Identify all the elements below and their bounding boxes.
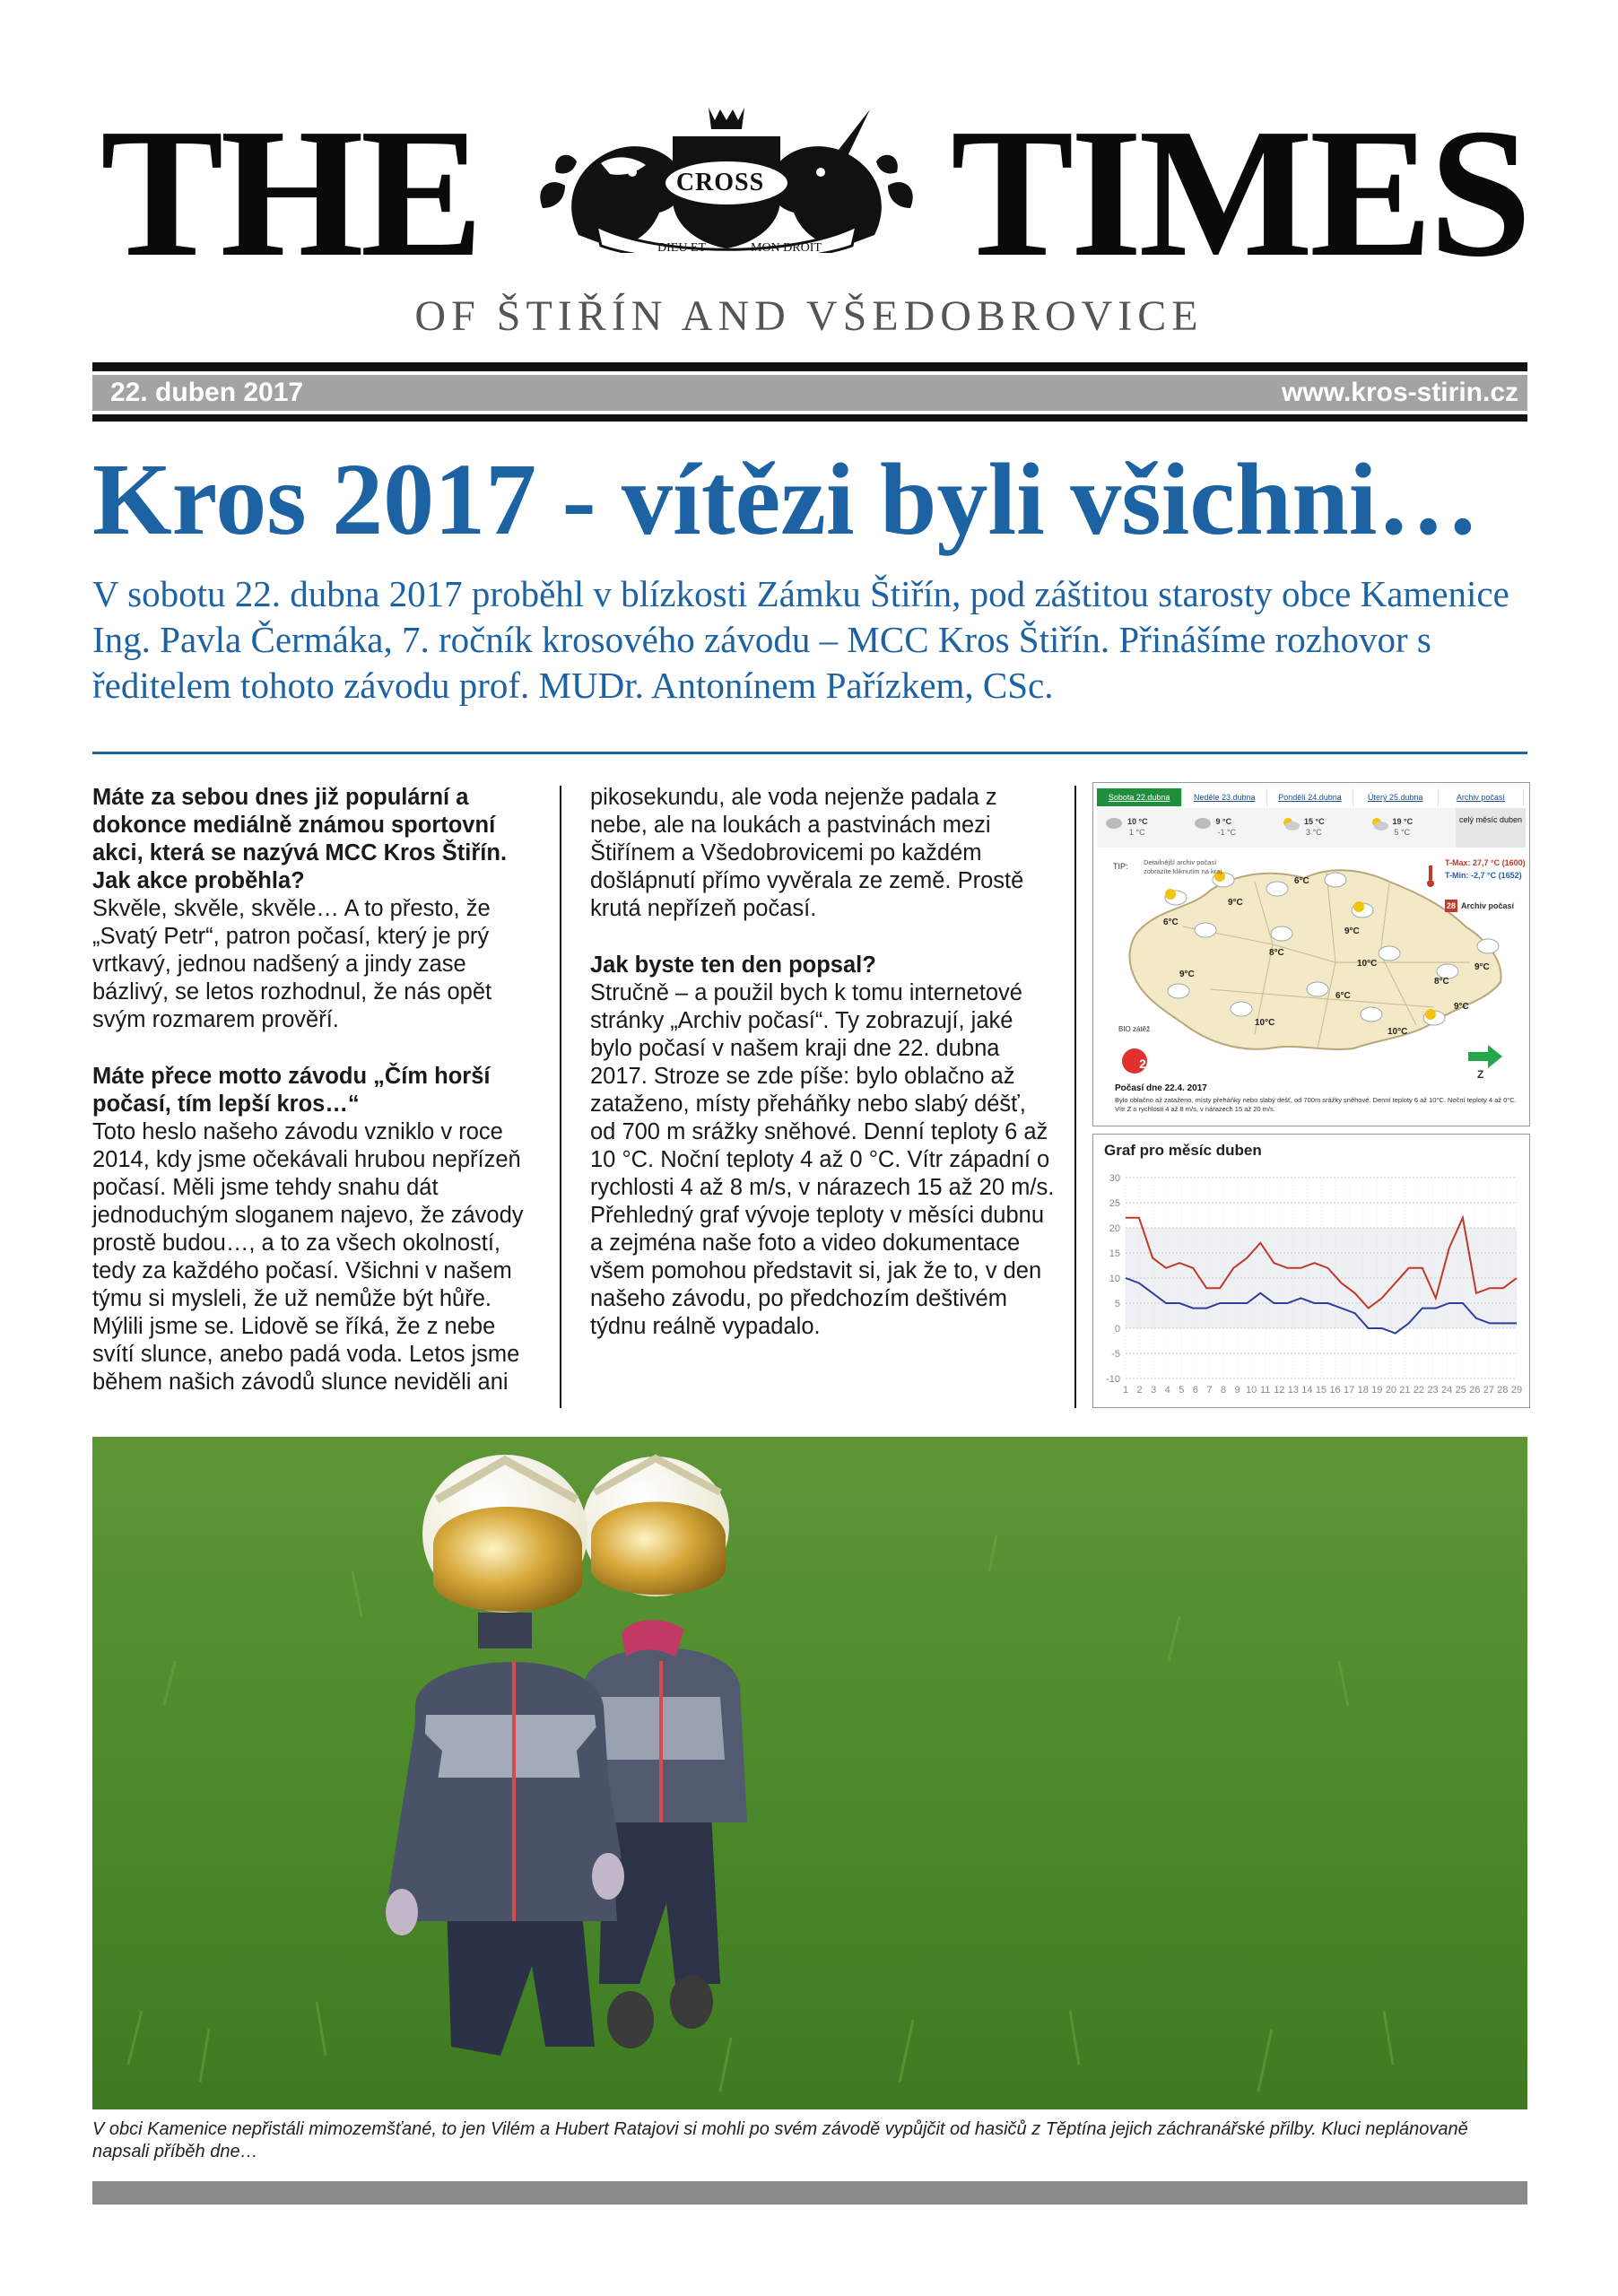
map-temp: 6°C — [1294, 876, 1309, 886]
bio-value: 2 — [1139, 1057, 1146, 1071]
x-tick-label: 24 — [1441, 1385, 1453, 1396]
x-tick-label: 12 — [1274, 1385, 1285, 1396]
x-tick-label: 20 — [1385, 1385, 1396, 1396]
cloud-rain-icon — [1104, 817, 1124, 831]
wind-arrow-icon — [1468, 1045, 1502, 1068]
x-tick-label: 10 — [1246, 1385, 1257, 1396]
masthead-the: THE — [100, 90, 481, 295]
map-temp: 6°C — [1335, 991, 1351, 1001]
y-tick-label: 0 — [1114, 1324, 1120, 1335]
x-tick-label: 18 — [1357, 1385, 1369, 1396]
crest-motto-left: DIEU ET — [657, 241, 707, 253]
x-tick-label: 21 — [1399, 1385, 1411, 1396]
x-tick-label: 13 — [1287, 1385, 1299, 1396]
map-temp: 9°C — [1474, 962, 1490, 972]
x-tick-label: 29 — [1510, 1385, 1523, 1396]
lead-divider — [92, 752, 1527, 754]
y-tick-label: 15 — [1109, 1248, 1120, 1259]
forecast-day: 9 °C -1 °C — [1186, 808, 1274, 848]
footer-bar — [92, 2181, 1527, 2205]
crest-label: CROSS — [675, 169, 765, 196]
graph-title: Graf pro měsíc duben — [1104, 1142, 1262, 1159]
wind-direction: Z — [1477, 1068, 1484, 1081]
x-tick-label: 4 — [1164, 1385, 1170, 1396]
y-tick-label: 30 — [1109, 1173, 1120, 1184]
masthead-times: TIMES — [951, 90, 1528, 295]
photo-children-helmets — [92, 1437, 1527, 2109]
tip-label: TIP: — [1113, 862, 1128, 871]
photo-illustration — [92, 1437, 1527, 2109]
answer-1: Skvěle, skvěle, skvěle… A to přesto, že „Svatý Petr“, patron počasí, který je prý vrtkavý, jednou nadšený a jindy zase bázlivý, se letos rozhodnul, že nás opět svým rozmarem prověří. — [92, 896, 492, 1032]
photo-caption: V obci Kamenice nepřistáli mimozemšťané, to jen Vilém a Hubert Ratajovi si mohli po svém závodě vypůjčit od hasičů z Těptína jejich záchranářské přilby. Kluci neplánovaně napsali příběh dne… — [92, 2119, 1468, 2161]
question-2: Máte přece motto závodu „Čím horší počasí, tím lepší kros…“ — [92, 1064, 491, 1117]
x-tick-label: 26 — [1469, 1385, 1481, 1396]
x-tick-label: 23 — [1427, 1385, 1439, 1396]
x-tick-label: 14 — [1301, 1385, 1313, 1396]
weather-tabs — [1097, 788, 1524, 806]
y-tick-label: 20 — [1109, 1223, 1120, 1234]
forecast-day: 15 °C 3 °C — [1274, 808, 1362, 848]
tab-tuesday[interactable]: Úterý 25.dubna — [1353, 788, 1439, 806]
tip-text: Detailnější archiv počasí zobrazíte kliknutím na kraj. — [1144, 858, 1224, 875]
map-temp: 9°C — [1179, 970, 1195, 979]
map-temp: 6°C — [1163, 918, 1179, 927]
map-temp: 10°C — [1387, 1027, 1408, 1037]
archive-link[interactable]: Archiv počasí — [1461, 901, 1515, 910]
archive-badge: 28 — [1447, 901, 1457, 910]
issue-date: 22. duben 2017 — [110, 378, 304, 407]
crest-motto-right: MON DROIT — [751, 241, 822, 253]
map-temp: 10°C — [1357, 959, 1378, 969]
column-divider — [560, 786, 561, 1408]
tmax-readout: T-Max: 27,7 °C (1600) — [1445, 858, 1526, 867]
map-temp: 10°C — [1255, 1018, 1275, 1028]
x-tick-label: 25 — [1455, 1385, 1466, 1396]
lead-paragraph: V sobotu 22. dubna 2017 proběhl v blízkosti Zámku Štiřín, pod záštitou starosty obce Kamenice Ing. Pavla Čermáka, 7. ročník krosového závodu – MCC Kros Štiřín. Přinášíme rozhovor s ředitelem tohoto závodu prof. MUDr. Antonínem Pařízkem, CSc. — [92, 573, 1509, 706]
website-link[interactable]: www.kros-stirin.cz — [1282, 378, 1518, 407]
bio-label: BIO zátěž — [1118, 1025, 1151, 1033]
weather-title: Počasí dne 22.4. 2017 — [1115, 1083, 1207, 1093]
masthead-subtitle: OF ŠTIŘÍN AND VŠEDOBROVICE — [414, 292, 1204, 340]
map-temp: 9°C — [1454, 1002, 1469, 1012]
bar-top-rule — [92, 362, 1527, 371]
tab-archive[interactable]: Archiv počasí — [1439, 788, 1524, 806]
x-tick-label: 15 — [1315, 1385, 1327, 1396]
tab-saturday[interactable]: Sobota 22.dubna — [1097, 788, 1182, 806]
y-tick-label: 10 — [1109, 1274, 1120, 1284]
answer-3: Stručně – a použil bych k tomu internetové stránky „Archiv počasí“. Ty zobrazují, jaké bylo počasí v našem kraji dne 22. dubna 2017. Stroze se zde píše: bylo oblačno až zataženo, místy přeháňky nebo slabý déšť, od 700 m srážky sněhové. Denní teploty 6 až 10 °C. Noční teploty 4 až 0 °C. Vítr západní o rychlosti 4 až 8 m/s, v nárazech 15 až 20 m/s. Přehledný graf vývoje teploty v měsíci dubnu a zejména naše foto a video dokumentace všem pomohou představit si, jak že to, v den našeho závodu, po předchozím deštivém týdnu reálně vypadalo. — [590, 980, 1055, 1339]
x-tick-label: 16 — [1329, 1385, 1341, 1396]
x-tick-label: 3 — [1151, 1385, 1157, 1396]
x-tick-label: 27 — [1483, 1385, 1494, 1396]
sun-cloud-icon — [1281, 817, 1300, 831]
question-3: Jak byste ten den popsal? — [590, 952, 876, 978]
y-tick-label: 25 — [1109, 1198, 1120, 1209]
x-tick-label: 2 — [1136, 1385, 1143, 1396]
forecast-day: 19 °C 5 °C — [1362, 808, 1451, 848]
x-tick-label: 1 — [1122, 1385, 1129, 1396]
x-tick-label: 7 — [1206, 1385, 1213, 1396]
temperature-chart — [1093, 1135, 1529, 1407]
answer-2-continued: pikosekundu, ale voda nejenže padala z nebe, ale na loukách a pastvinách mezi Štiřínem a Všedobrovicemi po každém došlápnutí přímo vyvěrala ze země. Prostě krutá nepřízeň počasí. — [590, 785, 1024, 921]
month-button[interactable]: celý měsíc duben — [1456, 808, 1526, 848]
bar-bottom-rule — [92, 414, 1527, 422]
x-tick-label: 5 — [1179, 1385, 1185, 1396]
y-tick-label: -5 — [1111, 1349, 1120, 1360]
article-column-2 — [590, 784, 1057, 1341]
map-temp: 8°C — [1269, 948, 1284, 958]
tab-sunday[interactable]: Neděle 23.dubna — [1182, 788, 1267, 806]
x-tick-label: 22 — [1413, 1385, 1425, 1396]
x-tick-label: 17 — [1344, 1385, 1355, 1396]
x-tick-label: 11 — [1260, 1385, 1271, 1396]
cloud-rain-icon — [1193, 817, 1213, 831]
answer-2: Toto heslo našeho závodu vzniklo v roce 2014, kdy jsme očekávali hrubou nepřízeň počasí. Měli jsme tehdy snahu dát jednoduchým sloganem najevo, že závody prostě budou…, a to za všech okolností, tedy za každého počasí. Všichni v našem týmu si mysleli, že už nemůže být hůře. Mýlili jsme se. Lidově se říká, že z nebe svítí slunce, anebo padá voda. Letos jsme během našich závodů slunce neviděli ani — [92, 1119, 524, 1395]
weather-archive-widget — [1092, 782, 1530, 1126]
x-tick-label: 8 — [1220, 1385, 1227, 1396]
article-column-1 — [92, 784, 541, 1396]
map-temp: 9°C — [1228, 898, 1243, 908]
weather-description: Bylo oblačno až zataženo, místy přeháňky nebo slabý déšť, od 700m srážky sněhové. Denní teploty 6 až 10°C. Noční teploty 4 až 0°C. Vítr Z o rychlosti 4 až 8 m/s, v nárazech 15 až 20 m/s. — [1115, 1096, 1517, 1113]
forecast-day: 10 °C 1 °C — [1097, 808, 1186, 848]
y-tick-label: 5 — [1114, 1299, 1120, 1309]
y-tick-label: -10 — [1106, 1374, 1120, 1385]
tmin-readout: T-Min: -2,7 °C (1652) — [1445, 871, 1522, 880]
temperature-graph — [1092, 1134, 1530, 1408]
question-1: Máte za sebou dnes již populární a dokonce mediálně známou sportovní akci, která se nazývá MCC Kros Štiřín. Jak akce proběhla? — [92, 785, 508, 893]
x-tick-label: 28 — [1497, 1385, 1509, 1396]
sun-cloud-icon — [1370, 817, 1389, 831]
x-tick-label: 6 — [1192, 1385, 1198, 1396]
tab-monday[interactable]: Pondělí 24.dubna — [1267, 788, 1353, 806]
x-tick-label: 19 — [1371, 1385, 1383, 1396]
map-temp: 9°C — [1344, 926, 1360, 936]
x-tick-label: 9 — [1234, 1385, 1240, 1396]
map-temp: 8°C — [1434, 977, 1449, 987]
headline: Kros 2017 - vítězi byli všichni… — [92, 442, 1480, 556]
column-divider — [1074, 786, 1076, 1408]
